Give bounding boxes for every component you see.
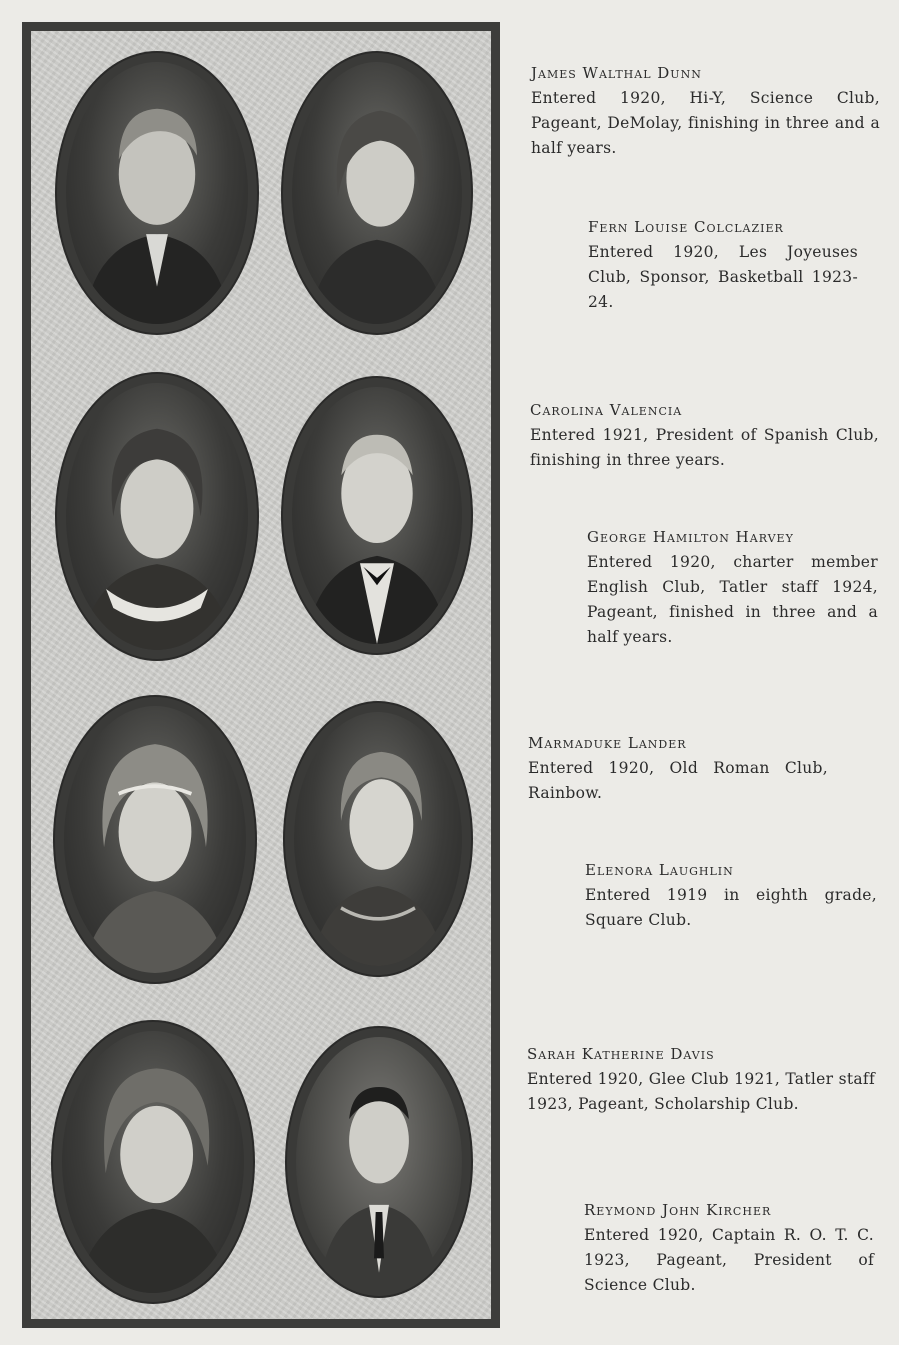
entry-carolina-valencia [530,398,879,473]
entry-text: Entered 1920, Old Roman Club, Rainbow. [528,759,828,802]
portrait-frame [57,53,257,333]
portrait-photo [66,383,248,650]
portrait-frame [285,703,471,975]
entry-name: Reymond John Kircher [584,1201,772,1219]
portrait-frame [57,374,257,659]
portrait-frame [55,697,255,982]
portrait-panel-background [31,31,491,1319]
portrait-photo [296,1037,462,1287]
entry-text: Entered 1920, charter member English Club, Tatler staff 1924, Pageant, finished in three and a half years. [587,553,878,646]
portrait-photo [62,1031,244,1293]
entry-text: Entered 1920, Glee Club 1921, Tatler staff 1923, Pageant, Scholarship Club. [527,1070,875,1113]
entry-text: Entered 1921, President of Spanish Club, finishing in three years. [530,426,879,469]
entry-fern-louise-colclazier [588,215,858,315]
portrait-photo [292,62,462,324]
entry-text: Entered 1920, Les Joyeuses Club, Sponsor, Basketball 1923-24. [588,243,858,311]
portrait-frame [287,1028,471,1296]
portrait-photo [292,387,462,644]
entry-name: Fern Louise Colclazier [588,218,784,236]
portrait-panel [22,22,500,1328]
portrait-frame [53,1022,253,1302]
entry-name: Marmaduke Lander [528,734,687,752]
entry-name: Sarah Katherine Davis [527,1045,715,1063]
entry-text: Entered 1920, Captain R. O. T. C. 1923, Pageant, President of Science Club. [584,1226,874,1294]
entry-marmaduke-lander [528,731,828,806]
entry-reymond-john-kircher [584,1198,874,1298]
portrait-photo [66,62,248,324]
entry-james-walthal-dunn [531,61,880,161]
entry-elenora-laughlin [585,858,877,933]
entry-text: Entered 1920, Hi-Y, Science Club, Pageant, DeMolay, finishing in three and a half years. [531,89,880,157]
portrait-frame [283,53,471,333]
portrait-photo [294,712,462,966]
entry-george-hamilton-harvey [587,525,878,650]
portrait-photo [64,706,246,973]
entry-name: Carolina Valencia [530,401,683,419]
portrait-frame [283,378,471,653]
entry-name: George Hamilton Harvey [587,528,794,546]
entry-name: Elenora Laughlin [585,861,734,879]
entry-text: Entered 1919 in eighth grade, Square Club. [585,886,877,929]
entry-name: James Walthal Dunn [531,64,702,82]
entry-sarah-katherine-davis [527,1042,875,1117]
